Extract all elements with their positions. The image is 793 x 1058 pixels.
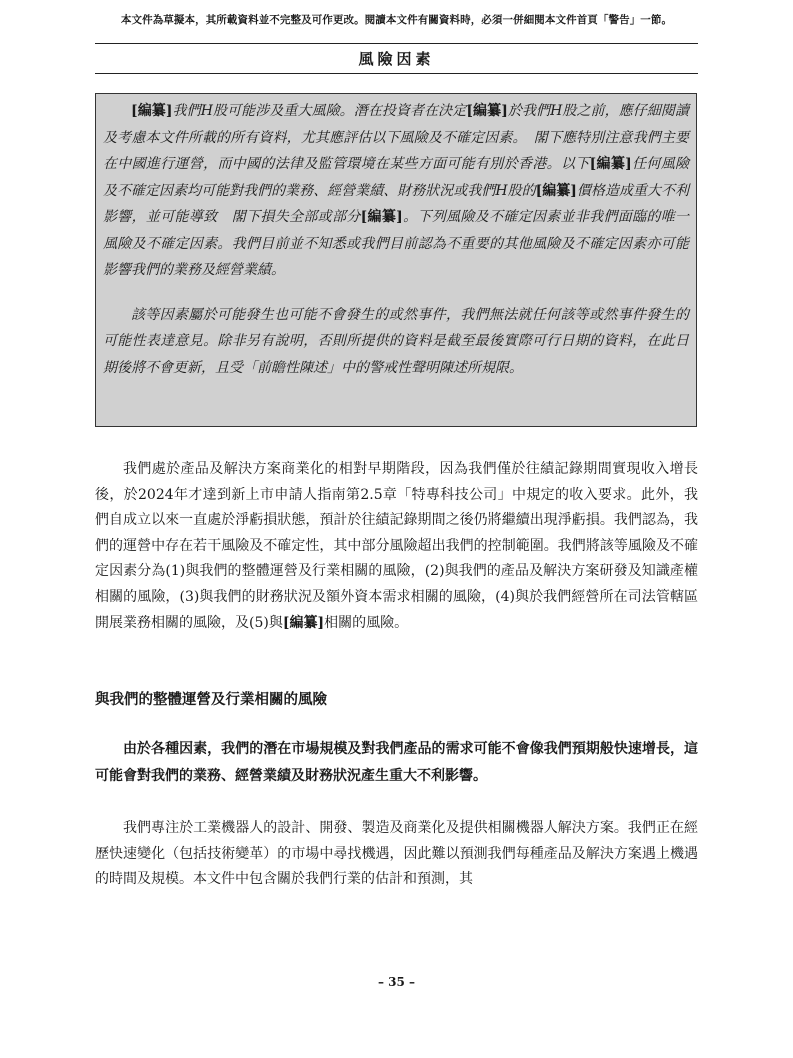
title-rule (95, 73, 698, 74)
risk-factor-body: 我們專注於工業機器人的設計、開發、製造及商業化及提供相關機器人解決方案。我們正在經歷快速變化（包括技術變革）的市場中尋找機遇，因此難以預測我們每種產品及解決方案遇上機遇的時間及規模。本文件中包含關於我們行業的估計和預測，其 (95, 820, 698, 888)
intro-text: 我們處於產品及解決方案商業化的相對早期階段，因為我們僅於往績記錄期間實現收入增長後，於2024年才達到新上市申請人指南第2.5章「特專科技公司」中規定的收入要求。此外，我們自成立以來一直處於淨虧損狀態，預計於往績記錄期間之後仍將繼續出現淨虧損。我們認為，我們的運營中存在若干風險及不確定性，其中部分風險超出我們的控制範圍。我們將該等風險及不確定因素分為(1)與我們的整體運營及行業相關的風險，(2)與我們的產品及解決方案研發及知識產權相關的風險，(3)與我們的財務狀況及額外資本需求相關的風險，(4)與於我們經營所在司法管轄區開展業務相關的風險，及(5)與 (95, 461, 698, 631)
intro-text: 相關的風險。 (324, 614, 409, 631)
redacted-marker: [編纂] (589, 156, 632, 172)
warning-text: 。下列風險及不確定因素並非我們面臨的唯一風險及不確定因素。我們目前並不知悉或我們目前認為不重要的其他風險及不確定因素亦可能影響我們的業務及經營業績。 (103, 209, 690, 278)
warning-text: 任何風險及不確定因素均可能對我們的業務、經營業績、財務狀況或我們H股的 (103, 156, 690, 199)
warning-paragraph-1 (103, 98, 689, 284)
redacted-marker: [編纂] (131, 103, 173, 119)
redacted-marker: [編纂] (466, 103, 508, 119)
section-title: 風險因素 (358, 50, 435, 68)
redacted-marker: [編纂] (360, 209, 403, 225)
draft-notice: 本文件為草擬本，其所載資料並不完整及可作更改。閱讀本文件有關資料時，必須一併細閱本文件首頁「警告」一節。 (120, 14, 673, 26)
header-rule (95, 43, 698, 44)
intro-paragraph (95, 457, 698, 636)
warning-text: 價格造成重大不利影響，並可能導致 閣下損失全部或部分 (103, 182, 690, 225)
page-number: – 35 – (377, 975, 416, 989)
redacted-marker: [編纂] (282, 614, 325, 631)
warning-text: 我們H股可能涉及重大風險。潛在投資者在決定 (172, 103, 467, 119)
risk-factor-heading: 由於各種因素，我們的潛在市場規模及對我們產品的需求可能不會像我們預期般快速增長，這可能會對我們的業務、經營業績及財務狀況產生重大不利影響。 (95, 741, 698, 784)
warning-paragraph-2: 該等因素屬於可能發生也可能不會發生的或然事件，我們無法就任何該等或然事件發生的可能性表達意見。除非另有說明，否則所提供的資料是截至最後實際可行日期的資料，在此日期後將不會更新，且受「前瞻性陳述」中的警戒性聲明陳述所規限。 (103, 306, 689, 376)
warning-box (95, 93, 697, 427)
redacted-marker: [編纂] (535, 182, 577, 199)
warning-text: 於我們H股之前，應仔細閱讀及考慮本文件所載的所有資料，尤其應評估以下風險及不確定因素。 閣下應特別注意我們主要在中國進行運營，而中國的法律及監管環境在某些方面可能有別於香港。以下 (103, 103, 690, 172)
subsection-heading: 與我們的整體運營及行業相關的風險 (95, 691, 327, 708)
